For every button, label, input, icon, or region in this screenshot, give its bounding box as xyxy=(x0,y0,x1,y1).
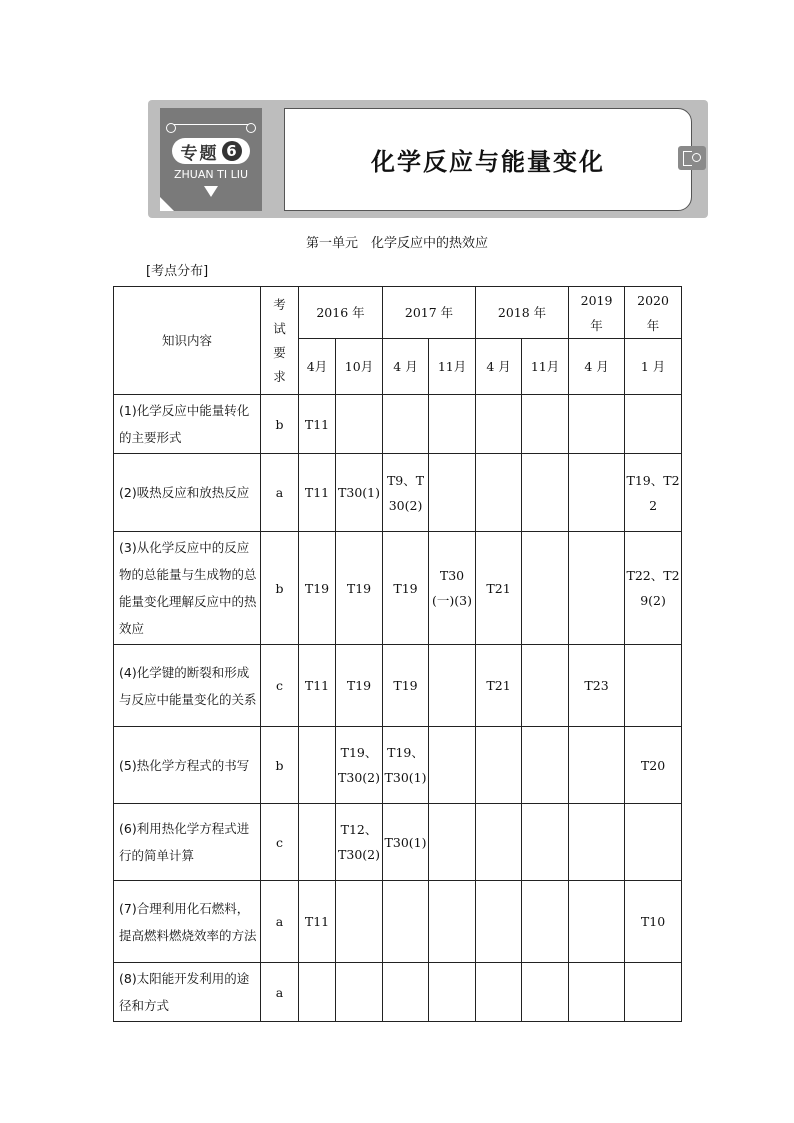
badge-label: 专题 xyxy=(180,143,219,164)
year-header-text: 2019年 xyxy=(580,292,613,333)
question-cell: T11 xyxy=(299,395,336,454)
question-cell xyxy=(569,963,625,1022)
question-cell xyxy=(522,881,569,963)
question-cell xyxy=(569,454,625,532)
question-cell: T20 xyxy=(625,727,682,804)
requirement-cell: a xyxy=(261,963,299,1022)
topic-cell: (4)化学键的断裂和形成与反应中能量变化的关系 xyxy=(114,645,261,727)
question-cell xyxy=(299,963,336,1022)
question-cell xyxy=(429,963,476,1022)
question-cell xyxy=(522,727,569,804)
question-cell: T30(一)(3) xyxy=(429,532,476,645)
question-cell xyxy=(522,645,569,727)
month-header: 4 月 xyxy=(569,339,625,395)
question-cell: T12、T30(2) xyxy=(336,804,383,881)
year-header: 2018 年 xyxy=(476,287,569,339)
question-cell: T21 xyxy=(476,645,522,727)
requirement-header xyxy=(261,287,299,395)
question-cell: T30(1) xyxy=(336,454,383,532)
year-header: 2016 年 xyxy=(299,287,383,339)
requirement-cell: b xyxy=(261,532,299,645)
topic-cell: (8)太阳能开发利用的途径和方式 xyxy=(114,963,261,1022)
question-cell xyxy=(336,963,383,1022)
requirement-cell: c xyxy=(261,645,299,727)
badge-pinyin: ZHUAN TI LIU xyxy=(174,168,248,181)
year-header-text: 2020年 xyxy=(637,292,669,333)
question-cell: T9、T30(2) xyxy=(383,454,429,532)
question-cell xyxy=(336,881,383,963)
badge-number: 6 xyxy=(222,141,242,161)
question-cell xyxy=(336,395,383,454)
question-cell xyxy=(476,804,522,881)
topic-badge xyxy=(160,108,262,211)
table-row xyxy=(114,532,682,645)
question-cell xyxy=(522,395,569,454)
question-cell: T21 xyxy=(476,532,522,645)
month-header: 11月 xyxy=(429,339,476,395)
question-cell xyxy=(429,645,476,727)
question-cell: T19、T30(1) xyxy=(383,727,429,804)
question-cell: T10 xyxy=(625,881,682,963)
month-header: 11月 xyxy=(522,339,569,395)
topic-cell: (1)化学反应中能量转化的主要形式 xyxy=(114,395,261,454)
question-cell: T19 xyxy=(299,532,336,645)
question-cell: T19 xyxy=(383,532,429,645)
question-cell xyxy=(522,454,569,532)
question-cell xyxy=(476,963,522,1022)
question-cell: T23 xyxy=(569,645,625,727)
question-cell xyxy=(569,804,625,881)
badge-pill xyxy=(172,138,250,164)
question-cell: T19 xyxy=(383,645,429,727)
question-cell xyxy=(383,963,429,1022)
page-title: 化学反应与能量变化 xyxy=(371,148,605,176)
question-cell: T19 xyxy=(336,645,383,727)
topic-cell: (3)从化学反应中的反应物的总能量与生成物的总能量变化理解反应中的热效应 xyxy=(114,532,261,645)
question-cell xyxy=(299,804,336,881)
table-row xyxy=(114,395,682,454)
question-cell xyxy=(383,395,429,454)
topic-cell: (2)吸热反应和放热反应 xyxy=(114,454,261,532)
question-cell xyxy=(569,727,625,804)
question-cell: T22、T29(2) xyxy=(625,532,682,645)
question-cell xyxy=(522,963,569,1022)
table-row xyxy=(114,963,682,1022)
year-header xyxy=(625,287,682,339)
question-cell xyxy=(429,804,476,881)
question-cell xyxy=(383,881,429,963)
question-cell: T19 xyxy=(336,532,383,645)
knowledge-header: 知识内容 xyxy=(114,287,261,395)
question-cell xyxy=(625,645,682,727)
down-arrow-icon xyxy=(204,186,218,197)
title-box xyxy=(284,108,692,211)
month-header: 4 月 xyxy=(383,339,429,395)
table-row xyxy=(114,645,682,727)
table-row xyxy=(114,804,682,881)
requirement-header-text: 考试要求 xyxy=(273,296,286,384)
question-cell xyxy=(625,804,682,881)
question-cell xyxy=(476,881,522,963)
question-cell xyxy=(522,804,569,881)
year-header xyxy=(569,287,625,339)
year-header: 2017 年 xyxy=(383,287,476,339)
page-fold-icon xyxy=(160,197,174,211)
requirement-cell: c xyxy=(261,804,299,881)
section-label: [考点分布] xyxy=(146,264,209,279)
question-cell xyxy=(429,881,476,963)
month-header: 4月 xyxy=(299,339,336,395)
question-cell: T19、T22 xyxy=(625,454,682,532)
book-search-icon xyxy=(678,146,706,170)
requirement-cell: b xyxy=(261,727,299,804)
question-cell xyxy=(476,395,522,454)
requirement-cell: a xyxy=(261,881,299,963)
question-cell: T11 xyxy=(299,645,336,727)
month-header: 10月 xyxy=(336,339,383,395)
question-cell xyxy=(476,454,522,532)
question-cell xyxy=(429,454,476,532)
topic-cell: (5)热化学方程式的书写 xyxy=(114,727,261,804)
question-cell xyxy=(569,881,625,963)
question-cell: T19、T30(2) xyxy=(336,727,383,804)
question-cell xyxy=(625,395,682,454)
question-cell xyxy=(522,532,569,645)
table-row xyxy=(114,727,682,804)
unit-subtitle: 第一单元 化学反应中的热效应 xyxy=(305,236,488,251)
topic-cell: (6)利用热化学方程式进行的简单计算 xyxy=(114,804,261,881)
question-cell: T11 xyxy=(299,881,336,963)
question-cell: T11 xyxy=(299,454,336,532)
month-header: 1 月 xyxy=(625,339,682,395)
question-cell xyxy=(476,727,522,804)
month-header: 4 月 xyxy=(476,339,522,395)
question-cell xyxy=(625,963,682,1022)
requirement-cell: b xyxy=(261,395,299,454)
question-cell xyxy=(299,727,336,804)
question-cell xyxy=(429,727,476,804)
year-header-row xyxy=(114,287,682,339)
question-cell xyxy=(569,532,625,645)
table-row xyxy=(114,454,682,532)
topic-cell: (7)合理利用化石燃料，提高燃料燃烧效率的方法 xyxy=(114,881,261,963)
question-cell xyxy=(429,395,476,454)
question-cell: T30(1) xyxy=(383,804,429,881)
requirement-cell: a xyxy=(261,454,299,532)
question-cell xyxy=(569,395,625,454)
table-row xyxy=(114,881,682,963)
badge-ornament xyxy=(170,124,252,135)
exam-distribution-table xyxy=(113,286,682,1022)
